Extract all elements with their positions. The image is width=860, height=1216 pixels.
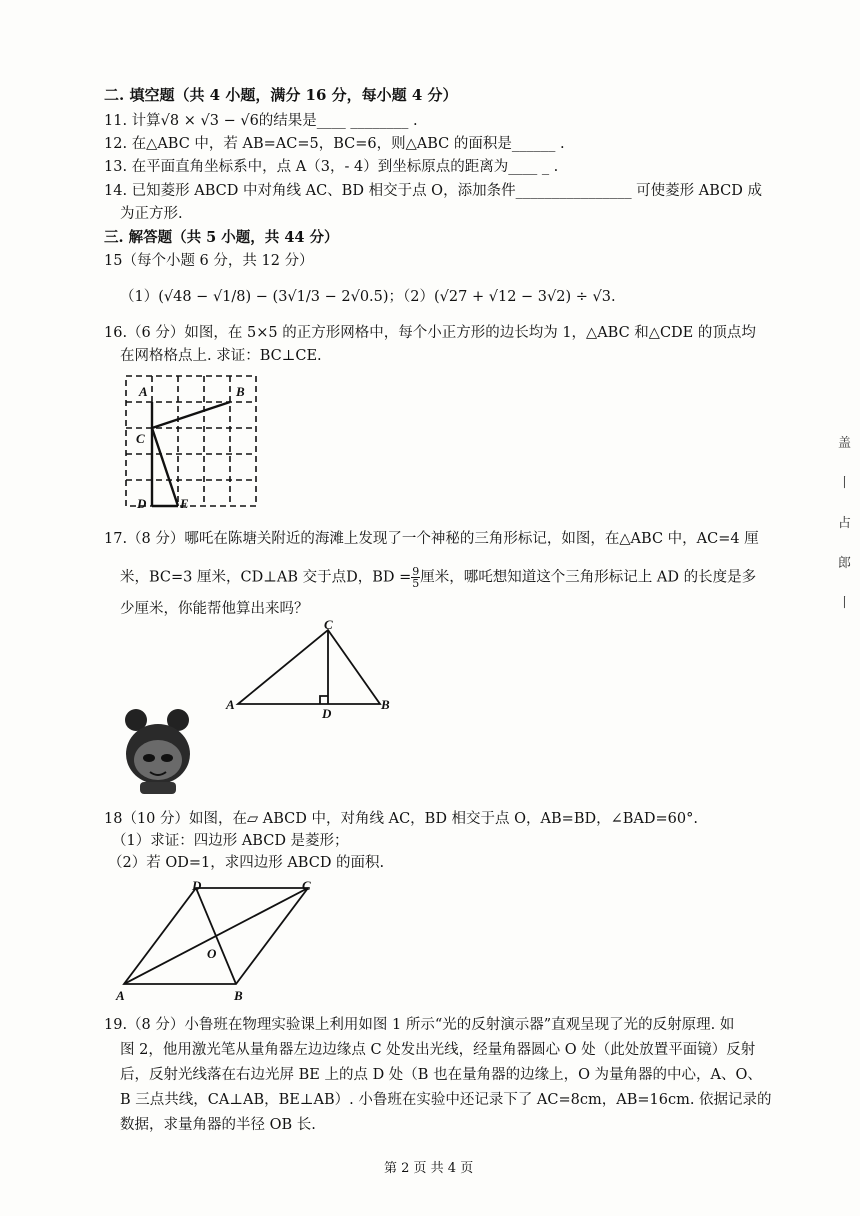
fig17-label-c: C xyxy=(324,617,333,632)
q12-text: 12. 在△ABC 中，若 AB=AC=5，BC=6，则△ABC 的面积是______ . xyxy=(104,136,565,152)
q18-text-line3: （2）若 OD=1，求四边形 ABCD 的面积. xyxy=(108,855,385,871)
q18-rhombus-figure xyxy=(120,886,320,990)
q17-text-line2 xyxy=(120,566,756,589)
fig18-label-c: C xyxy=(302,878,311,893)
q14-text-line1: 14. 已知菱形 ABCD 中对角线 AC、BD 相交于点 O，添加条件________________ 可使菱形 ABCD 成 xyxy=(104,183,763,199)
q17-fraction xyxy=(411,566,420,589)
q19-text-line4: B 三点共线，CA⊥AB，BE⊥AB）. 小鲁班在实验中还记录下了 AC=8cm，AB=16cm. 依据记录的 xyxy=(120,1092,772,1108)
q14-text-line2: 为正方形. xyxy=(120,206,183,222)
q15-expressions: （1）(√48 − √1/8) − (3√1/3 − 2√0.5)；（2）(√27 + √12 − 3√2) ÷ √3. xyxy=(120,289,616,305)
fig17-label-a: A xyxy=(226,697,235,712)
q18-text-line1: 18（10 分）如图，在▱ ABCD 中，对角线 AC，BD 相交于点 O，AB=BD，∠BAD=60°. xyxy=(104,811,698,827)
fig17-label-b: B xyxy=(381,697,390,712)
fig16-label-b: B xyxy=(236,384,245,399)
q17-text-line2-b: 厘米，哪吒想知道这个三角形标记上 AD 的长度是多 xyxy=(420,569,757,586)
q17-text-line3: 少厘米，你能帮他算出来吗？ xyxy=(120,601,309,617)
q17-fraction-numerator: 9 xyxy=(412,565,420,578)
fig18-label-a: A xyxy=(116,988,125,1003)
q15-heading: 15（每个小题 6 分，共 12 分） xyxy=(104,253,314,269)
q16-text-line1: 16.（6 分）如图，在 5×5 的正方形网格中，每个小正方形的边长均为 1，△ABC 和△CDE 的顶点均 xyxy=(104,325,756,341)
q17-text-line1: 17.（8 分）哪吒在陈塘关附近的海滩上发现了一个神秘的三角形标记，如图，在△ABC 中，AC=4 厘 xyxy=(104,531,759,547)
page-footer: 第 2 页 共 4 页 xyxy=(384,1161,474,1176)
fig16-label-a: A xyxy=(139,384,148,399)
q17-triangle-figure xyxy=(230,630,390,710)
nezha-cartoon-illustration xyxy=(118,708,198,796)
q16-text-line2: 在网格格点上. 求证：BC⊥CE. xyxy=(120,348,322,364)
q11-text: 11. 计算√8 × √3 − √6的结果是____ ________ . xyxy=(104,113,418,129)
fig16-label-c: C xyxy=(136,431,145,446)
fig18-label-b: B xyxy=(234,988,243,1003)
q18-text-line2: （1）求证：四边形 ABCD 是菱形； xyxy=(112,833,349,849)
margin-handwriting: 盖 丨 占 郎 丨 xyxy=(838,436,852,611)
fig18-label-o: O xyxy=(207,946,217,961)
q19-text-line3: 后，反射光线落在右边光屏 BE 上的点 D 处（B 也在量角器的边缘上，O 为量角器的中心，A、O、 xyxy=(120,1067,762,1083)
q17-fraction-denominator: 5 xyxy=(412,577,420,590)
fig18-label-d: D xyxy=(192,878,202,893)
q13-text: 13. 在平面直角坐标系中，点 A（3，- 4）到坐标原点的距离为____ _ . xyxy=(104,159,559,175)
q19-text-line2: 图 2，他用激光笔从量角器左边边缘点 C 处发出光线，经量角器圆心 O 处（此处放置平面镜）反射 xyxy=(120,1042,756,1058)
section2-heading: 二. 填空题（共 4 小题，满分 16 分，每小题 4 分） xyxy=(104,86,458,104)
section3-heading: 三. 解答题（共 5 小题，共 44 分） xyxy=(104,229,339,246)
fig16-label-d: D xyxy=(137,496,147,511)
fig17-label-d: D xyxy=(322,706,332,721)
q17-text-line2-a: 米，BC=3 厘米，CD⊥AB 交于点D，BD = xyxy=(120,569,412,586)
fig16-label-e: E xyxy=(180,496,189,511)
q19-text-line1: 19.（8 分）小鲁班在物理实验课上利用如图 1 所示“光的反射演示器”直观呈现了光的反射原理. 如 xyxy=(104,1017,735,1033)
q19-text-line5: 数据，求量角器的半径 OB 长. xyxy=(120,1117,316,1133)
